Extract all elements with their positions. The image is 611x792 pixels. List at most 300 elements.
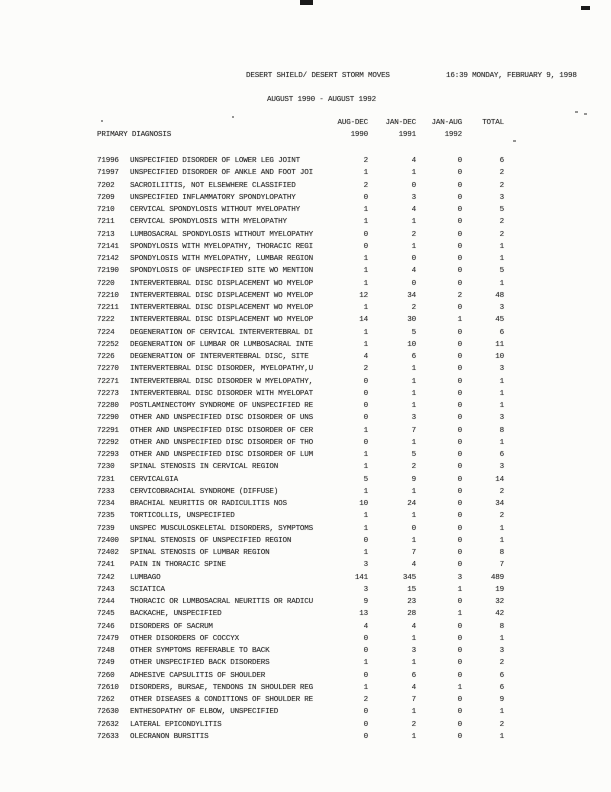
table-row — [97, 547, 504, 559]
count-total: 1 — [499, 279, 504, 288]
diagnosis-code: 72270 — [97, 365, 119, 374]
count-total: 1 — [499, 438, 504, 447]
count-total: 489 — [490, 573, 504, 582]
column-header-line2: 1992 — [444, 131, 462, 139]
diagnosis-code: 7242 — [97, 573, 115, 582]
count-1990: 1 — [363, 218, 368, 227]
diagnosis-description: SACROILIITIS, NOT ELSEWHERE CLASSIFIED — [130, 181, 296, 190]
count-total: 19 — [495, 585, 504, 594]
table-row — [97, 682, 504, 694]
table-row — [97, 719, 504, 731]
count-1990: 3 — [363, 561, 368, 570]
diagnosis-code: 7243 — [97, 585, 115, 594]
count-1990: 0 — [363, 389, 368, 398]
count-total: 5 — [499, 206, 504, 214]
diagnosis-code: 72610 — [97, 683, 119, 692]
count-1992: 0 — [457, 512, 462, 521]
table-row — [97, 192, 504, 204]
table-row — [97, 437, 504, 449]
scan-artifact — [575, 111, 578, 113]
table-row — [97, 290, 504, 302]
diagnosis-code: 7222 — [97, 316, 115, 325]
count-1991: 2 — [411, 304, 416, 312]
count-1991: 0 — [411, 181, 416, 190]
count-1992: 1 — [457, 585, 462, 594]
count-1990: 1 — [363, 169, 368, 178]
count-1990: 13 — [359, 610, 368, 619]
diagnosis-code: 7213 — [97, 230, 115, 239]
diagnosis-description: OTHER SYMPTOMS REFERABLE TO BACK — [130, 647, 270, 655]
diagnosis-description: LUMBOSACRAL SPONDYLOSIS WITHOUT MYELOPATHY — [130, 230, 313, 239]
table-row — [97, 216, 504, 228]
count-1991: 28 — [407, 610, 416, 619]
count-total: 3 — [499, 647, 504, 655]
count-1990: 3 — [363, 585, 368, 594]
table-row — [97, 314, 504, 326]
diagnosis-code: 72290 — [97, 414, 119, 423]
diagnosis-code: 7210 — [97, 206, 115, 214]
count-1991: 1 — [411, 218, 416, 227]
diagnosis-code: 72630 — [97, 708, 119, 717]
count-1992: 0 — [457, 353, 462, 361]
count-1992: 0 — [457, 193, 462, 202]
count-1990: 1 — [363, 512, 368, 521]
count-1990: 0 — [363, 402, 368, 410]
table-row — [97, 412, 504, 424]
count-1991: 1 — [411, 169, 416, 178]
count-1991: 30 — [407, 316, 416, 325]
diagnosis-description: UNSPEC MUSCULOSKELETAL DISORDERS, SYMPTOMS — [130, 524, 313, 533]
diagnosis-description: OTHER AND UNSPECIFIED DISC DISORDER OF UNS — [130, 414, 313, 423]
count-1991: 0 — [411, 279, 416, 288]
count-1992: 0 — [457, 696, 462, 704]
count-1991: 1 — [411, 365, 416, 374]
count-1991: 1 — [411, 438, 416, 447]
count-1992: 0 — [457, 536, 462, 545]
count-1990: 0 — [363, 230, 368, 239]
diagnosis-table — [97, 117, 504, 743]
count-1992: 0 — [457, 242, 462, 251]
count-1990: 12 — [359, 291, 368, 300]
count-1992: 0 — [457, 475, 462, 484]
count-1992: 0 — [457, 304, 462, 312]
count-1991: 6 — [411, 353, 416, 361]
count-1992: 0 — [457, 708, 462, 717]
count-1992: 0 — [457, 206, 462, 214]
diagnosis-description: BACKACHE, UNSPECIFIED — [130, 610, 222, 619]
count-1992: 0 — [457, 671, 462, 680]
table-row — [97, 278, 504, 290]
diagnosis-code: 7248 — [97, 647, 115, 655]
table-row — [97, 461, 504, 473]
count-1990: 0 — [363, 720, 368, 729]
column-header-line1: AUG-DEC — [337, 119, 368, 127]
table-row — [97, 339, 504, 351]
count-1990: 141 — [354, 573, 368, 582]
diagnosis-description: THORACIC OR LUMBOSACRAL NEURITIS OR RADICU — [130, 598, 313, 606]
count-total: 1 — [499, 732, 504, 741]
count-1991: 4 — [411, 561, 416, 570]
count-total: 14 — [495, 475, 504, 484]
count-1991: 4 — [411, 267, 416, 276]
table-row — [97, 376, 504, 388]
table-row — [97, 498, 504, 510]
diagnosis-description: LATERAL EPICONDYLITIS — [130, 720, 222, 729]
count-1990: 10 — [359, 500, 368, 508]
table-row — [97, 510, 504, 522]
count-1992: 0 — [457, 365, 462, 374]
count-total: 2 — [499, 659, 504, 668]
count-1990: 0 — [363, 377, 368, 386]
diagnosis-code: 72402 — [97, 549, 119, 557]
count-total: 3 — [499, 414, 504, 423]
diagnosis-description: INTERVERTEBRAL DISC DISORDER WITH MYELOPAT — [130, 389, 313, 398]
count-1992: 1 — [457, 683, 462, 692]
diagnosis-code: 7202 — [97, 181, 115, 190]
count-1990: 0 — [363, 671, 368, 680]
scan-artifact — [300, 0, 313, 5]
diagnosis-code: 72141 — [97, 242, 119, 251]
table-row — [97, 486, 504, 498]
count-1991: 15 — [407, 585, 416, 594]
column-header-line2: 1991 — [398, 131, 416, 139]
count-1992: 0 — [457, 634, 462, 643]
count-1991: 5 — [411, 451, 416, 459]
table-row — [97, 241, 504, 253]
scan-artifact — [584, 113, 587, 115]
count-1990: 5 — [363, 475, 368, 484]
count-1991: 1 — [411, 377, 416, 386]
count-1991: 1 — [411, 708, 416, 717]
table-row — [97, 229, 504, 241]
diagnosis-description: SPONDYLOSIS WITH MYELOPATHY, THORACIC REGI — [130, 242, 313, 251]
diagnosis-code: 72280 — [97, 402, 119, 410]
diagnosis-code: 7226 — [97, 353, 115, 361]
count-total: 1 — [499, 402, 504, 410]
diagnosis-code: 72293 — [97, 451, 119, 459]
table-row — [97, 608, 504, 620]
count-total: 3 — [499, 463, 504, 472]
count-1991: 3 — [411, 193, 416, 202]
column-header-1992 — [416, 117, 462, 141]
count-1992: 0 — [457, 402, 462, 410]
table-row — [97, 596, 504, 608]
table-row — [97, 400, 504, 412]
count-total: 6 — [499, 451, 504, 459]
diagnosis-code: 7235 — [97, 512, 115, 521]
column-header-total — [462, 117, 504, 141]
diagnosis-code: 71997 — [97, 169, 119, 178]
count-total: 3 — [499, 193, 504, 202]
diagnosis-code: 71996 — [97, 157, 119, 165]
count-1992: 0 — [457, 169, 462, 178]
count-1992: 0 — [457, 218, 462, 227]
diagnosis-description: SPONDYLOSIS OF UNSPECIFIED SITE WO MENTION — [130, 267, 313, 276]
diagnosis-code: 7209 — [97, 193, 115, 202]
diagnosis-code: 72273 — [97, 389, 119, 398]
count-total: 6 — [499, 671, 504, 680]
table-row — [97, 449, 504, 461]
diagnosis-description: DISORDERS OF SACRUM — [130, 622, 213, 631]
diagnosis-code: 7260 — [97, 671, 115, 680]
count-1991: 3 — [411, 647, 416, 655]
diagnosis-description: LUMBAGO — [130, 573, 161, 582]
count-1991: 6 — [411, 671, 416, 680]
count-1990: 0 — [363, 438, 368, 447]
count-1990: 1 — [363, 487, 368, 496]
diagnosis-description: CERVICALGIA — [130, 475, 178, 484]
column-header-line2: 1990 — [350, 131, 368, 139]
count-1991: 7 — [411, 426, 416, 435]
diagnosis-code: 72211 — [97, 304, 119, 312]
count-1992: 1 — [457, 610, 462, 619]
table-row — [97, 327, 504, 339]
count-1990: 1 — [363, 340, 368, 349]
diagnosis-description: DISORDERS, BURSAE, TENDONS IN SHOULDER REG — [130, 683, 313, 692]
count-total: 1 — [499, 242, 504, 251]
table-row — [97, 621, 504, 633]
diagnosis-description: OTHER UNSPECIFIED BACK DISORDERS — [130, 659, 270, 668]
diagnosis-code: 7230 — [97, 463, 115, 472]
count-total: 34 — [495, 500, 504, 508]
diagnosis-description: INTERVERTEBRAL DISC DISPLACEMENT WO MYELOP — [130, 279, 313, 288]
count-1991: 1 — [411, 732, 416, 741]
diagnosis-code: 72632 — [97, 720, 119, 729]
count-1992: 1 — [457, 316, 462, 325]
table-row — [97, 670, 504, 682]
count-1992: 0 — [457, 279, 462, 288]
count-1991: 1 — [411, 242, 416, 251]
table-row — [97, 155, 504, 167]
count-total: 10 — [495, 353, 504, 361]
diagnosis-description: CERVICAL SPONDYLOSIS WITH MYELOPATHY — [130, 218, 287, 227]
diagnosis-description: INTERVERTEBRAL DISC DISPLACEMENT WO MYELOP — [130, 291, 313, 300]
count-total: 2 — [499, 169, 504, 178]
count-total: 1 — [499, 634, 504, 643]
diagnosis-description: UNSPECIFIED DISORDER OF LOWER LEG JOINT — [130, 157, 300, 165]
diagnosis-description: SCIATICA — [130, 585, 165, 594]
count-1992: 2 — [457, 291, 462, 300]
table-row — [97, 706, 504, 718]
row-header-label: PRIMARY DIAGNOSIS — [97, 131, 172, 139]
count-1992: 0 — [457, 549, 462, 557]
count-total: 5 — [499, 267, 504, 276]
count-1990: 2 — [363, 365, 368, 374]
count-1990: 0 — [363, 708, 368, 717]
count-total: 32 — [495, 598, 504, 606]
diagnosis-description: SPINAL STENOSIS OF UNSPECIFIED REGION — [130, 536, 292, 545]
count-1992: 0 — [457, 267, 462, 276]
count-1990: 0 — [363, 242, 368, 251]
diagnosis-code: 7246 — [97, 622, 115, 631]
count-total: 3 — [499, 365, 504, 374]
diagnosis-description: DEGENERATION OF CERVICAL INTERVERTEBRAL DI — [130, 328, 313, 337]
diagnosis-description: INTERVERTEBRAL DISC DISORDER W MYELOPATHY, — [130, 377, 313, 386]
diagnosis-description: INTERVERTEBRAL DISC DISORDER, MYELOPATHY,U — [130, 365, 313, 374]
table-row — [97, 633, 504, 645]
count-1991: 7 — [411, 549, 416, 557]
diagnosis-description: SPINAL STENOSIS OF LUMBAR REGION — [130, 549, 270, 557]
table-row — [97, 425, 504, 437]
table-row — [97, 523, 504, 535]
diagnosis-code: 72271 — [97, 377, 119, 386]
table-row — [97, 265, 504, 277]
diagnosis-description: SPINAL STENOSIS IN CERVICAL REGION — [130, 463, 279, 472]
count-1990: 0 — [363, 414, 368, 423]
count-1990: 1 — [363, 328, 368, 337]
count-1992: 0 — [457, 389, 462, 398]
diagnosis-code: 72142 — [97, 255, 119, 263]
diagnosis-description: DEGENERATION OF INTERVERTEBRAL DISC, SITE — [130, 353, 309, 361]
scan-artifact — [513, 140, 516, 142]
count-1992: 0 — [457, 426, 462, 435]
count-1991: 4 — [411, 206, 416, 214]
count-1991: 2 — [411, 230, 416, 239]
count-total: 48 — [495, 291, 504, 300]
count-total: 8 — [499, 426, 504, 435]
count-total: 1 — [499, 389, 504, 398]
count-total: 2 — [499, 230, 504, 239]
count-1992: 0 — [457, 377, 462, 386]
count-1991: 2 — [411, 720, 416, 729]
diagnosis-description: TORTICOLLIS, UNSPECIFIED — [130, 512, 235, 521]
count-1990: 4 — [363, 622, 368, 631]
count-total: 8 — [499, 549, 504, 557]
diagnosis-description: BRACHIAL NEURITIS OR RADICULITIS NOS — [130, 500, 287, 508]
diagnosis-description: CERVICAL SPONDYLOSIS WITHOUT MYELOPATHY — [130, 206, 300, 214]
count-1990: 1 — [363, 206, 368, 214]
count-1991: 2 — [411, 463, 416, 472]
diagnosis-description: DEGENERATION OF LUMBAR OR LUMBOSACRAL INTE — [130, 340, 313, 349]
diagnosis-code: 72190 — [97, 267, 119, 276]
count-1991: 4 — [411, 622, 416, 631]
count-1990: 1 — [363, 279, 368, 288]
diagnosis-code: 7262 — [97, 696, 115, 704]
diagnosis-description: ENTHESOPATHY OF ELBOW, UNSPECIFIED — [130, 708, 279, 717]
table-row — [97, 167, 504, 179]
table-row — [97, 388, 504, 400]
count-total: 1 — [499, 708, 504, 717]
count-1992: 0 — [457, 647, 462, 655]
count-1991: 34 — [407, 291, 416, 300]
count-1991: 1 — [411, 634, 416, 643]
table-row — [97, 474, 504, 486]
table-row — [97, 363, 504, 375]
count-1991: 5 — [411, 328, 416, 337]
table-row — [97, 657, 504, 669]
count-1991: 1 — [411, 389, 416, 398]
count-1990: 0 — [363, 634, 368, 643]
count-1991: 1 — [411, 512, 416, 521]
count-1990: 0 — [363, 732, 368, 741]
count-1992: 0 — [457, 463, 462, 472]
count-1990: 0 — [363, 536, 368, 545]
diagnosis-description: OTHER DISORDERS OF COCCYX — [130, 634, 239, 643]
count-1990: 1 — [363, 683, 368, 692]
count-1990: 1 — [363, 549, 368, 557]
count-1992: 0 — [457, 230, 462, 239]
count-1991: 4 — [411, 157, 416, 165]
table-row — [97, 535, 504, 547]
diagnosis-description: OTHER AND UNSPECIFIED DISC DISORDER OF THO — [130, 438, 313, 447]
table-body — [97, 155, 504, 743]
count-total: 2 — [499, 720, 504, 729]
count-1991: 24 — [407, 500, 416, 508]
report-date-range: AUGUST 1990 - AUGUST 1992 — [267, 96, 376, 104]
diagnosis-description: SPONDYLOSIS WITH MYELOPATHY, LUMBAR REGION — [130, 255, 313, 263]
count-1990: 9 — [363, 598, 368, 606]
count-total: 6 — [499, 157, 504, 165]
count-1992: 0 — [457, 524, 462, 533]
count-1991: 1 — [411, 536, 416, 545]
table-row — [97, 572, 504, 584]
table-row — [97, 204, 504, 216]
count-1991: 345 — [402, 573, 416, 582]
count-1992: 0 — [457, 328, 462, 337]
count-total: 6 — [499, 683, 504, 692]
table-row — [97, 180, 504, 192]
diagnosis-code: 7244 — [97, 598, 115, 606]
count-1990: 1 — [363, 426, 368, 435]
diagnosis-description: OTHER DISEASES & CONDITIONS OF SHOULDER RE — [130, 696, 313, 704]
count-total: 3 — [499, 304, 504, 312]
count-1992: 0 — [457, 438, 462, 447]
count-1990: 14 — [359, 316, 368, 325]
count-1990: 1 — [363, 304, 368, 312]
diagnosis-code: 7239 — [97, 524, 115, 533]
count-1990: 1 — [363, 659, 368, 668]
count-total: 8 — [499, 622, 504, 631]
count-1990: 2 — [363, 696, 368, 704]
count-1992: 0 — [457, 561, 462, 570]
diagnosis-description: OLECRANON BURSITIS — [130, 732, 209, 741]
count-total: 2 — [499, 487, 504, 496]
count-total: 1 — [499, 536, 504, 545]
diagnosis-code: 72292 — [97, 438, 119, 447]
count-1991: 3 — [411, 414, 416, 423]
report-title: DESERT SHIELD/ DESERT STORM MOVES — [246, 72, 390, 80]
diagnosis-code: 72291 — [97, 426, 119, 435]
count-1990: 1 — [363, 524, 368, 533]
diagnosis-code: 7245 — [97, 610, 115, 619]
count-1991: 10 — [407, 340, 416, 349]
count-1992: 0 — [457, 487, 462, 496]
count-1992: 0 — [457, 451, 462, 459]
count-total: 2 — [499, 218, 504, 227]
diagnosis-code: 72400 — [97, 536, 119, 545]
diagnosis-code: 7241 — [97, 561, 115, 570]
diagnosis-code: 72252 — [97, 340, 119, 349]
count-1992: 3 — [457, 573, 462, 582]
diagnosis-description: UNSPECIFIED DISORDER OF ANKLE AND FOOT JOI — [130, 169, 313, 178]
count-total: 1 — [499, 255, 504, 263]
count-1990: 1 — [363, 267, 368, 276]
diagnosis-code: 7211 — [97, 218, 115, 227]
diagnosis-description: ADHESIVE CAPSULITIS OF SHOULDER — [130, 671, 266, 680]
diagnosis-code: 7249 — [97, 659, 115, 668]
diagnosis-code: 72210 — [97, 291, 119, 300]
count-1992: 0 — [457, 500, 462, 508]
diagnosis-description: PAIN IN THORACIC SPINE — [130, 561, 226, 570]
diagnosis-description: CERVICOBRACHIAL SYNDROME (DIFFUSE) — [130, 487, 279, 496]
count-total: 42 — [495, 610, 504, 619]
count-1990: 1 — [363, 463, 368, 472]
count-total: 1 — [499, 524, 504, 533]
report-timestamp: 16:39 MONDAY, FEBRUARY 9, 1998 — [446, 72, 577, 80]
column-header-1991 — [368, 117, 416, 141]
diagnosis-description: INTERVERTEBRAL DISC DISPLACEMENT WO MYELOP — [130, 316, 313, 325]
count-1992: 0 — [457, 414, 462, 423]
